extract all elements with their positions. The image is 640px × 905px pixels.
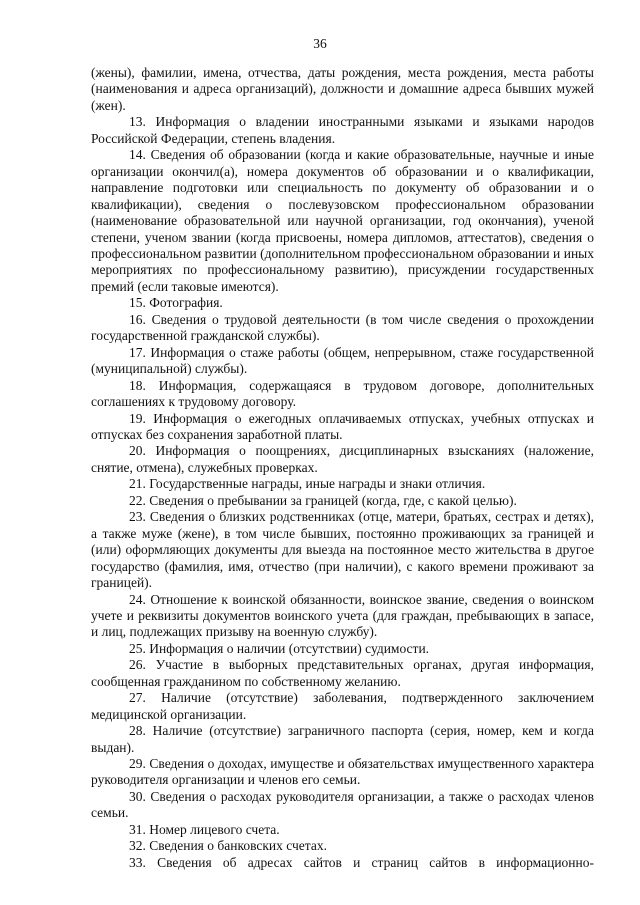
paragraph-14: 14. Сведения об образовании (когда и какие образовательные, научные и иные организации окончил(а), номера документов об образовании и о квалификации, направление подготовки или специальность по документу об образовании и о квалификации), сведения о послевузовском профессиональном образовании (наименование образовательной или научной организации, год окончания), ученой степени, ученом звании (когда присвоены, номера дипломов, аттестатов), сведения о профессиональном развитии (дополнительном профессиональном образовании и иных мероприятиях по профессиональному развитию), присуждении государственных премий (если таковые имеются).: [91, 147, 594, 294]
paragraph-33: 33. Сведения об адресах сайтов и страниц сайтов в информационно-: [129, 854, 594, 870]
paragraph-22: 22. Сведения о пребывании за границей (когда, где, с какой целью).: [129, 492, 517, 508]
paragraph-19: 19. Информация о ежегодных оплачиваемых отпусках, учебных отпусках и отпусках без сохранения заработной платы.: [91, 410, 594, 442]
paragraph-29: 29. Сведения о доходах, имуществе и обязательствах имущественного характера руководителя организации и членов его семьи.: [91, 756, 594, 788]
paragraph-20: 20. Информация о поощрениях, дисциплинарных взысканиях (наложение, снятие, отмена), служебных проверках.: [91, 443, 594, 475]
paragraph-13: 13. Информация о владении иностранными языками и языками народов Российской Федерации, степень владения.: [91, 114, 594, 146]
paragraph-16: 16. Сведения о трудовой деятельности (в том числе сведения о прохождении государственной гражданской службы).: [91, 311, 594, 344]
paragraph-25: 25. Информация о наличии (отсутствии) судимости.: [129, 640, 430, 656]
paragraph-24: 24. Отношение к воинской обязанности, воинское звание, сведения о воинском учете и реквизиты документов воинского учета (для граждан, пребывающих в запасе, и лиц, подлежащих призыву на военную службу).: [91, 591, 594, 640]
paragraph-23: 23. Сведения о близких родственниках (отце, матери, братьях, сестрах и детях), а также муже (жене), в том числе бывших, постоянно проживающих за границей и (или) оформляющих документы для выезда на постоянное место жительства в другое государство (фамилия, имя, отчество (при наличии), с какого времени проживают за границей).: [91, 509, 594, 591]
paragraph-17: 17. Информация о стаже работы (общем, непрерывном, стаже государственной (муниципальной) службы).: [91, 344, 594, 377]
paragraph-26: 26. Участие в выборных представительных органах, другая информация, сообщенная гражданином по собственному желанию.: [91, 657, 594, 689]
paragraph-21: 21. Государственные награды, иные награды и знаки отличия.: [129, 476, 486, 492]
paragraph-32: 32. Сведения о банковских счетах.: [129, 838, 327, 854]
page-number: 36: [313, 36, 327, 51]
paragraph-28: 28. Наличие (отсутствие) заграничного паспорта (серия, номер, кем и когда выдан).: [91, 723, 594, 755]
paragraph-18: 18. Информация, содержащаяся в трудовом договоре, дополнительных соглашениях к трудовому договору.: [91, 377, 594, 410]
paragraph-15: 15. Фотография.: [129, 295, 223, 311]
paragraph-30: 30. Сведения о расходах руководителя организации, а также о расходах членов семьи.: [91, 788, 594, 821]
paragraph-31: 31. Номер лицевого счета.: [129, 821, 280, 837]
paragraph-continuation: (жены), фамилии, имена, отчества, даты рождения, места рождения, места работы (наименования и адреса организаций), должности и домашние адреса бывших мужей (жен).: [91, 65, 594, 113]
paragraph-27: 27. Наличие (отсутствие) заболевания, подтвержденного заключением медицинской организации.: [91, 690, 594, 722]
document-body: [91, 65, 594, 871]
